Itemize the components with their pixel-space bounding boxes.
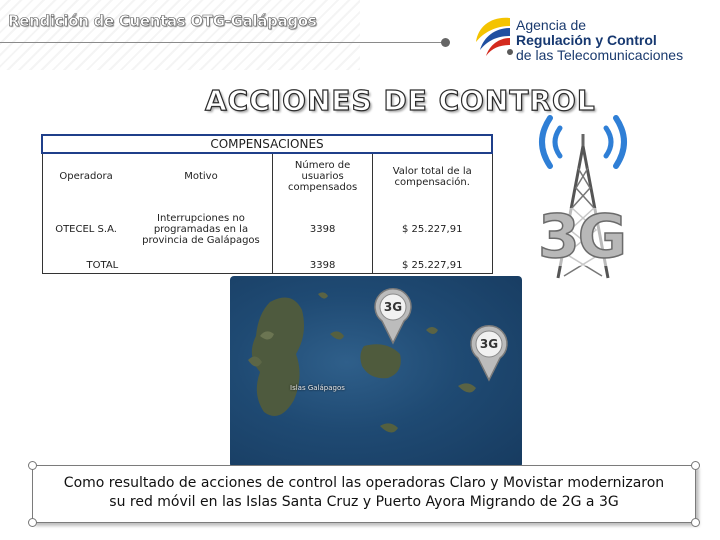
header-usuarios: Número de usuarios compensados [273,153,373,199]
agency-logo-mark-icon [470,12,516,64]
location-pin-icon [466,322,512,382]
agency-name-line-3: de las Telecomunicaciones [516,47,684,63]
scroll-corner-icon [28,518,37,527]
map-pin-label: 3G [479,337,499,351]
cell-total-usuarios: 3398 [273,259,373,273]
cell-total-label: TOTAL [42,259,273,273]
agency-logo [470,12,715,72]
cell-motivo: Interrupciones no programadas en la provincia de Galápagos [142,212,260,246]
header-operadora: Operadora [42,153,130,199]
table-title-row [42,135,492,153]
map-label: Islas Galápagos [290,384,345,392]
caption-text [33,474,695,512]
compensation-table [41,134,493,274]
tower-3g-label: 3G [538,202,625,272]
cell-operadora: OTECEL S.A. [42,199,130,259]
map-pin-label: 3G [383,300,403,314]
agency-name [516,18,683,63]
table-title: COMPENSACIONES [42,135,492,153]
caption-line-2: su red móvil en las Islas Santa Cruz y Puerto Ayora Migrando de 2G a 3G [109,494,619,510]
header-motivo: Motivo [184,171,218,182]
summary-caption [32,465,696,523]
cell-total-valor: $ 25.227,91 [372,259,492,273]
scroll-corner-icon [691,518,700,527]
page-title: ACCIONES DE CONTROL [205,84,596,117]
map-pin-3g [370,285,416,345]
header-valor: Valor total de la compensación. [372,153,492,199]
agency-name-line-2: Regulación y Control [516,32,657,48]
map-pin-3g [466,322,512,382]
cell-usuarios: 3398 [273,199,373,259]
header-divider [0,42,446,43]
location-pin-icon [370,285,416,345]
3g-tower-illustration [528,108,638,283]
scroll-corner-icon [691,461,700,470]
table-header-row [42,153,492,199]
agency-name-line-1: Agencia de [516,17,587,33]
header-title: Rendición de Cuentas OTG-Galápagos [8,12,317,30]
cell-valor: $ 25.227,91 [372,199,492,259]
caption-line-1: Como resultado de acciones de control las operadoras Claro y Movistar modernizaron [63,475,665,491]
header-divider-dot [441,38,450,47]
table-row [42,199,492,259]
table-total-row [42,259,492,273]
header-texture [0,0,360,70]
scroll-corner-icon [28,461,37,470]
